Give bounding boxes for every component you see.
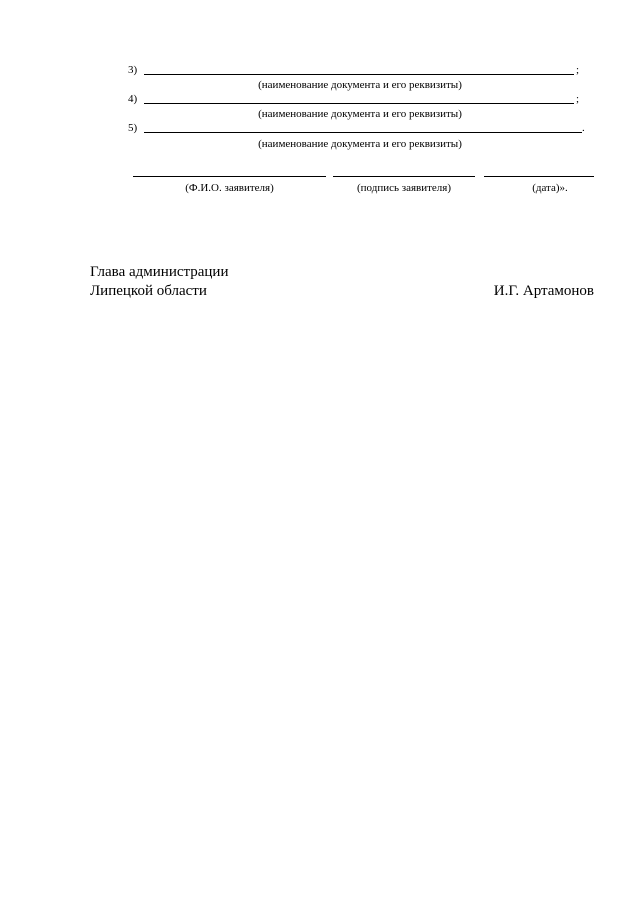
item-number: 4) [128,93,138,105]
signatory-position-line-1: Глава администрации [90,264,229,280]
date-line [484,176,594,177]
item-number: 3) [128,64,138,76]
fill-in-line [144,103,574,104]
document-item-3-caption: (наименование документа и его реквизиты) [258,79,462,91]
signatory-name: И.Г. Артамонов [493,283,594,299]
date-caption: (дата)». [532,182,568,194]
item-ending: . [582,122,585,134]
fio-caption: (Ф.И.О. заявителя) [185,182,274,194]
item-ending: ; [576,93,580,105]
item-number: 5) [128,122,138,134]
fill-in-line [144,74,574,75]
document-item-4 [128,91,588,107]
signature-caption: (подпись заявителя) [356,182,452,194]
signature-line [333,176,475,177]
fill-in-line [144,132,582,133]
item-ending: ; [576,64,580,76]
document-item-3 [128,62,588,78]
document-item-5 [128,120,590,136]
signatory-position-line-2: Липецкой области [90,283,207,299]
document-item-5-caption: (наименование документа и его реквизиты) [258,138,462,150]
fio-line [133,176,326,177]
document-item-4-caption: (наименование документа и его реквизиты) [258,108,462,120]
